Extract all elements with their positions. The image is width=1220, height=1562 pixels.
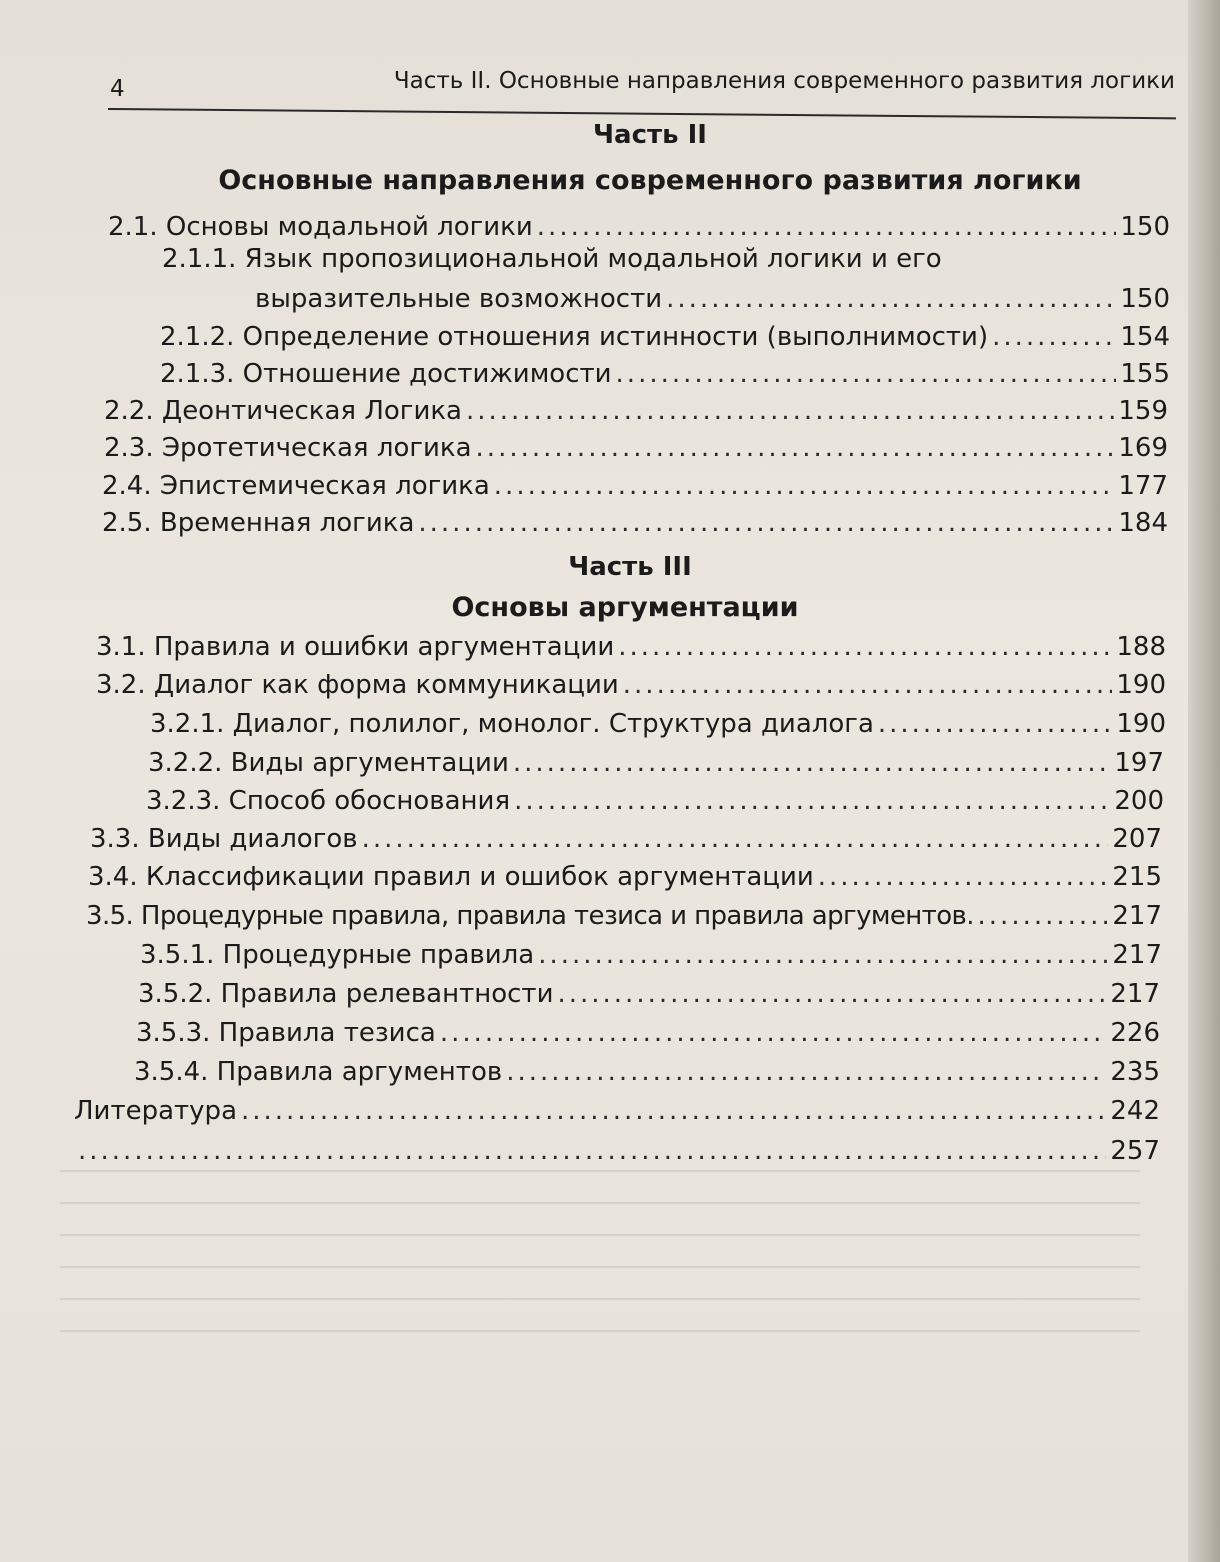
toc-entry-title: 3.5.1. Процедурные правила — [140, 940, 535, 970]
toc-page-number: 154 — [1120, 322, 1170, 352]
toc-page-number: 150 — [1120, 212, 1170, 242]
toc-leader — [466, 396, 1114, 426]
toc-entry-title: 2.1.3. Отношение достижимости — [160, 359, 612, 389]
toc-entry[interactable] — [150, 709, 1166, 745]
toc-entry[interactable] — [104, 396, 1168, 432]
toc-page-number: 169 — [1118, 433, 1168, 463]
toc-leader — [506, 1057, 1106, 1087]
toc-page-number: 235 — [1110, 1057, 1160, 1087]
toc-page-number: 257 — [1110, 1136, 1160, 1166]
toc-entry[interactable] — [146, 786, 1164, 822]
toc-entry-title: Литература — [74, 1096, 237, 1126]
toc-leader — [557, 979, 1106, 1009]
toc-entry[interactable] — [138, 979, 1160, 1015]
toc-leader — [514, 786, 1110, 816]
toc-entry[interactable] — [255, 284, 1170, 320]
toc-entry-title: 3.5. Процедурные правила, правила тезиса и правила аргументов — [86, 901, 967, 931]
toc-entry-title: 3.4. Классификации правил и ошибок аргументации — [88, 862, 814, 892]
toc-entry[interactable] — [136, 1018, 1160, 1054]
toc-page-number: 217 — [1112, 940, 1162, 970]
toc-page-number: 217 — [1110, 979, 1160, 1009]
page-edge-shadow — [1188, 0, 1220, 1562]
toc-page-number: 242 — [1110, 1096, 1160, 1126]
toc-entry[interactable] — [134, 1057, 1160, 1093]
toc-leader — [440, 1018, 1107, 1048]
toc-page-number: 226 — [1110, 1018, 1160, 1048]
part-3-title: Основы аргументации — [451, 592, 799, 623]
toc-leader — [666, 284, 1116, 314]
toc-page-number: 207 — [1112, 824, 1162, 854]
toc-entry[interactable] — [140, 940, 1162, 976]
toc-entry-title: 3.3. Виды диалогов — [90, 824, 358, 854]
show-through-background — [60, 1140, 1140, 1540]
toc-leader — [992, 322, 1116, 352]
toc-leader — [476, 433, 1115, 463]
toc-leader — [494, 471, 1115, 501]
toc-entry-title: 3.5.3. Правила тезиса — [136, 1018, 436, 1048]
toc-entry-title: 2.1.2. Определение отношения истинности (выполнимости) — [160, 322, 989, 352]
toc-page-number: 188 — [1116, 632, 1166, 662]
toc-leader — [616, 359, 1117, 389]
running-header — [110, 66, 1175, 110]
toc-entry-title: 3.1. Правила и ошибки аргументации — [96, 632, 615, 662]
running-title: Часть II. Основные направления современного развития логики — [393, 68, 1175, 94]
toc-entry[interactable] — [104, 433, 1168, 469]
toc-page-number: 184 — [1118, 508, 1168, 538]
toc-entry[interactable] — [86, 901, 1162, 937]
toc-page-number: 190 — [1116, 670, 1166, 700]
toc-entry[interactable] — [96, 632, 1166, 668]
toc-entry[interactable] — [88, 862, 1162, 898]
toc-entry[interactable] — [96, 670, 1166, 706]
toc-leader — [537, 212, 1117, 242]
part-2-title: Основные направления современного развития логики — [218, 165, 1082, 196]
toc-page-number: 159 — [1118, 396, 1168, 426]
toc-entry[interactable] — [160, 322, 1170, 358]
toc-entry[interactable] — [108, 212, 1170, 248]
toc-leader — [878, 709, 1112, 739]
toc-leader — [78, 1136, 1106, 1166]
toc-entry-title: 2.2. Деонтическая Логика — [104, 396, 462, 426]
part-3-label: Часть III — [568, 552, 692, 582]
toc-page-number: 177 — [1118, 471, 1168, 501]
toc-entry-title: 2.1. Основы модальной логики — [108, 212, 533, 242]
toc-entry-title: 2.3. Эротетическая логика — [104, 433, 472, 463]
toc-page-number: 217 — [1112, 901, 1162, 931]
toc-entry-title: 3.2.3. Способ обоснования — [146, 786, 511, 816]
toc-page-number: 150 — [1120, 284, 1170, 314]
page-number: 4 — [110, 76, 125, 102]
toc-leader — [966, 901, 1112, 931]
toc-entry[interactable] — [160, 359, 1170, 395]
toc-entry[interactable] — [90, 824, 1162, 860]
toc-entry[interactable] — [74, 1096, 1160, 1132]
toc-entry[interactable] — [148, 748, 1164, 784]
toc-page-number: 197 — [1114, 748, 1164, 778]
toc-entry-title: 3.2. Диалог как форма коммуникации — [96, 670, 619, 700]
toc-entry-title: 2.1.1. Язык пропозициональной модальной логики и его — [162, 244, 942, 274]
toc-leader — [818, 862, 1109, 892]
toc-page-number: 215 — [1112, 862, 1162, 892]
toc-entry-title: 3.2.2. Виды аргументации — [148, 748, 509, 778]
toc-entry[interactable] — [102, 471, 1168, 507]
toc-page-number: 200 — [1114, 786, 1164, 816]
toc-entry-title: выразительные возможности — [255, 284, 663, 314]
toc-entry-title: 3.5.4. Правила аргументов — [134, 1057, 503, 1087]
toc-entry-title: 2.5. Временная логика — [102, 508, 415, 538]
toc-entry[interactable] — [102, 508, 1168, 544]
toc-page-number: 190 — [1116, 709, 1166, 739]
toc-leader — [241, 1096, 1106, 1126]
toc-leader — [513, 748, 1111, 778]
toc-entry[interactable] — [74, 1136, 1160, 1172]
toc-entry-title: 3.2.1. Диалог, полилог, монолог. Структура диалога — [150, 709, 874, 739]
toc-entry-title: 2.4. Эпистемическая логика — [102, 471, 490, 501]
toc-leader — [623, 670, 1113, 700]
toc-page-number: 155 — [1120, 359, 1170, 389]
part-2-label: Часть II — [593, 120, 707, 150]
toc-leader — [362, 824, 1109, 854]
toc-leader — [618, 632, 1112, 662]
toc-leader — [418, 508, 1114, 538]
toc-leader — [538, 940, 1108, 970]
toc-entry-title: 3.5.2. Правила релевантности — [138, 979, 554, 1009]
